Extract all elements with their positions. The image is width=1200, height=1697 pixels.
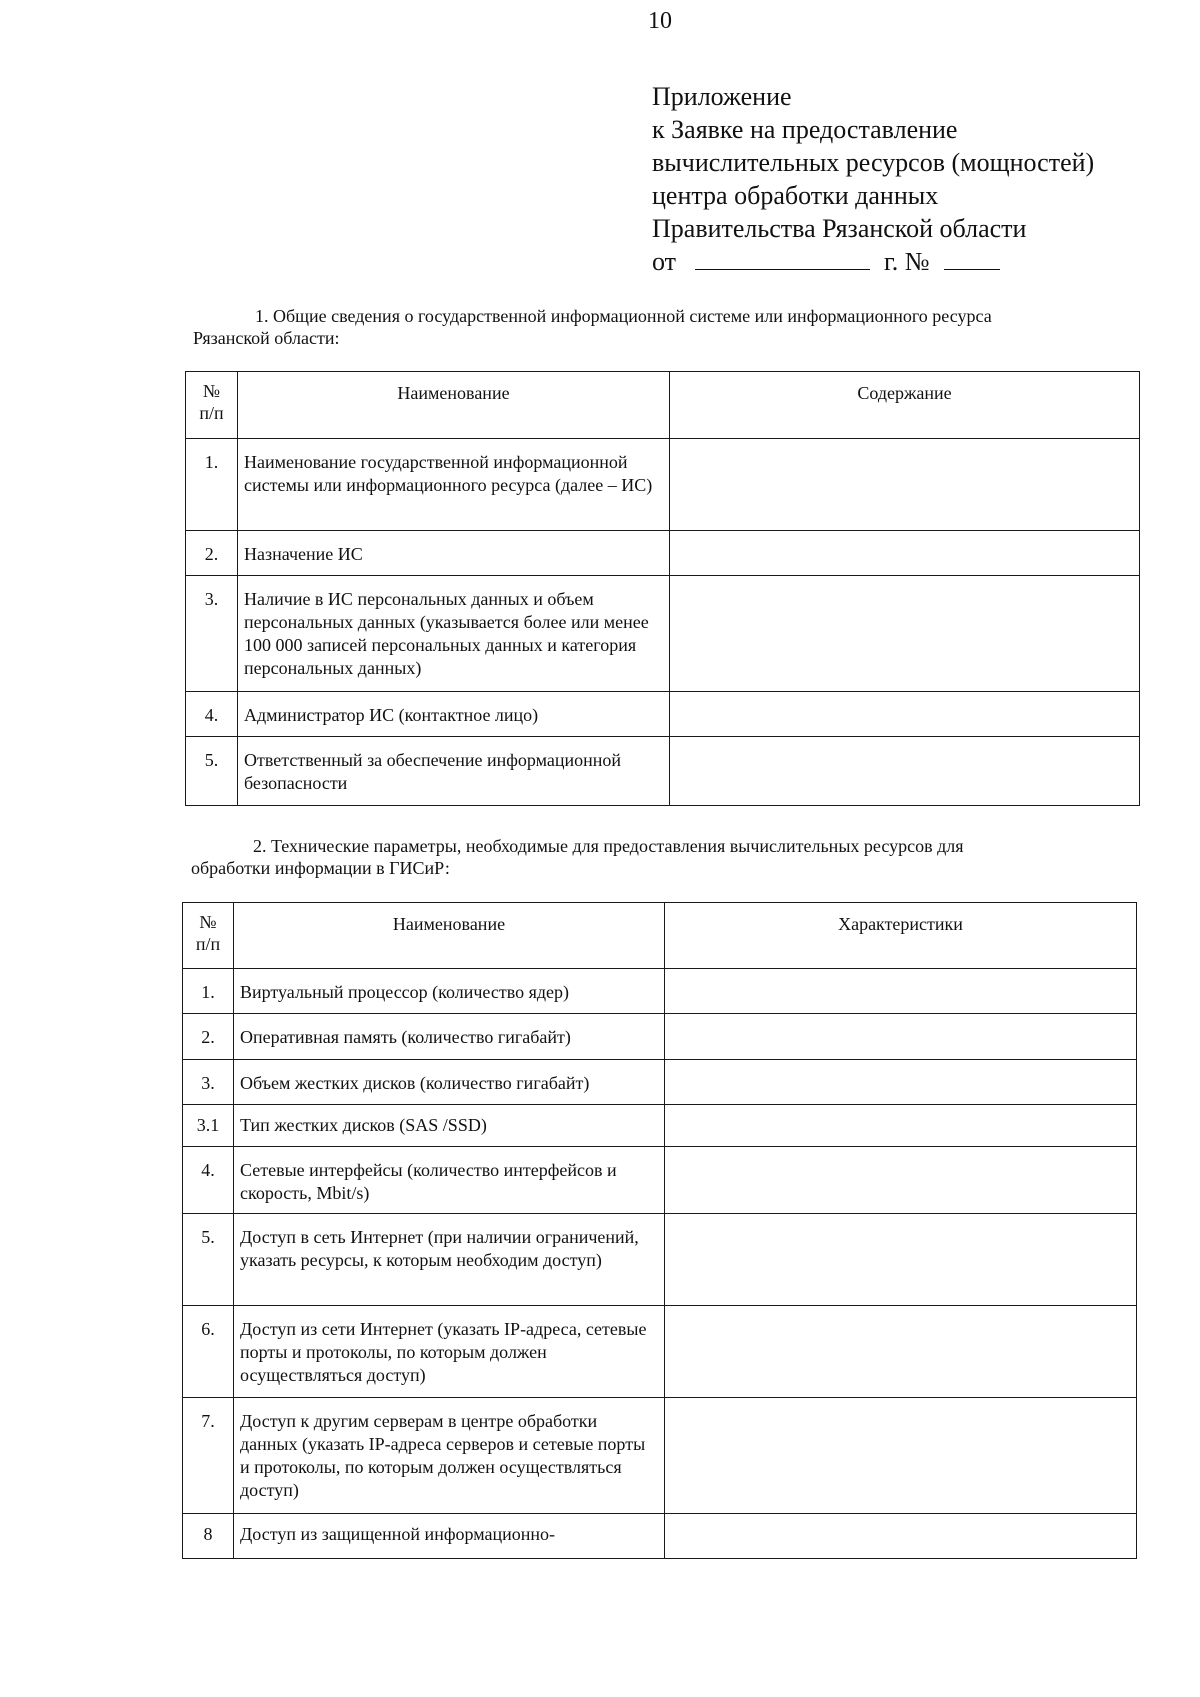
date-prefix: от xyxy=(652,247,677,276)
section2-heading-line2: обработки информации в ГИСиР: xyxy=(191,858,450,878)
appendix-line: Правительства Рязанской области xyxy=(652,214,1027,243)
table-row xyxy=(186,439,1140,531)
row-number: 5. xyxy=(183,1214,234,1306)
row-name: Объем жестких дисков (количество гигабайт) xyxy=(234,1060,665,1105)
table-row xyxy=(186,692,1140,737)
section1-heading-line2: Рязанской области: xyxy=(193,328,340,348)
row-name: Тип жестких дисков (SAS /SSD) xyxy=(234,1105,665,1147)
row-number: 2. xyxy=(186,531,238,576)
table-row xyxy=(183,1147,1137,1214)
appendix-line: центра обработки данных xyxy=(652,181,939,210)
table-row xyxy=(183,1398,1137,1514)
row-name: Виртуальный процессор (количество ядер) xyxy=(234,969,665,1014)
row-name: Наличие в ИС персональных данных и объем персональных данных (указывается более или менее 100 000 записей персональных данных и категория персональных данных) xyxy=(238,576,670,692)
number-blank[interactable] xyxy=(944,247,1000,270)
table-header-row xyxy=(186,372,1140,439)
table-row xyxy=(186,576,1140,692)
section1-heading-line1: 1. Общие сведения о государственной информационной системе или информационного ресурса xyxy=(255,306,992,326)
row-value-cell[interactable] xyxy=(670,737,1140,806)
row-number: 7. xyxy=(183,1398,234,1514)
row-name: Назначение ИС xyxy=(238,531,670,576)
date-blank[interactable] xyxy=(695,247,870,270)
row-value-cell[interactable] xyxy=(665,1214,1137,1306)
row-number: 6. xyxy=(183,1306,234,1398)
table-row xyxy=(183,1514,1137,1559)
row-number: 3.1 xyxy=(183,1105,234,1147)
page-number: 10 xyxy=(648,8,672,34)
section2-table xyxy=(182,902,1137,1559)
table-row xyxy=(183,1306,1137,1398)
row-name: Доступ из защищенной информационно- xyxy=(234,1514,665,1559)
appendix-header xyxy=(652,80,1094,278)
row-value-cell[interactable] xyxy=(665,1060,1137,1105)
column-header-name: Наименование xyxy=(234,903,665,969)
table-row xyxy=(183,1014,1137,1060)
row-name: Доступ в сеть Интернет (при наличии ограничений, указать ресурсы, к которым необходим доступ) xyxy=(234,1214,665,1306)
row-value-cell[interactable] xyxy=(665,1147,1137,1214)
table-row xyxy=(183,1060,1137,1105)
section2-heading-line1: 2. Технические параметры, необходимые для предоставления вычислительных ресурсов для xyxy=(253,836,964,856)
row-number: 2. xyxy=(183,1014,234,1060)
table-row xyxy=(186,531,1140,576)
row-name: Оперативная память (количество гигабайт) xyxy=(234,1014,665,1060)
row-value-cell[interactable] xyxy=(670,531,1140,576)
appendix-line: вычислительных ресурсов (мощностей) xyxy=(652,148,1095,177)
table-header-row xyxy=(183,903,1137,969)
row-number: 3. xyxy=(183,1060,234,1105)
row-name: Сетевые интерфейсы (количество интерфейсов и скорость, Mbit/s) xyxy=(234,1147,665,1214)
section1-heading xyxy=(193,305,1143,349)
section2-heading xyxy=(191,835,1141,879)
row-number: 3. xyxy=(186,576,238,692)
column-header-value: Характеристики xyxy=(665,903,1137,969)
table-row xyxy=(186,737,1140,806)
row-number: 4. xyxy=(183,1147,234,1214)
table-row xyxy=(183,969,1137,1014)
appendix-line: Приложение xyxy=(652,82,792,111)
row-name: Доступ из сети Интернет (указать IP-адреса, сетевые порты и протоколы, по которым должен осуществляться доступ) xyxy=(234,1306,665,1398)
number-prefix: г. № xyxy=(884,247,930,276)
row-value-cell[interactable] xyxy=(670,692,1140,737)
column-header-num: № п/п xyxy=(183,903,234,969)
table-row xyxy=(183,1214,1137,1306)
column-header-name: Наименование xyxy=(238,372,670,439)
row-number: 5. xyxy=(186,737,238,806)
row-value-cell[interactable] xyxy=(665,969,1137,1014)
table-row xyxy=(183,1105,1137,1147)
row-value-cell[interactable] xyxy=(665,1014,1137,1060)
row-number: 8 xyxy=(183,1514,234,1559)
row-number: 1. xyxy=(186,439,238,531)
row-value-cell[interactable] xyxy=(665,1306,1137,1398)
row-value-cell[interactable] xyxy=(670,439,1140,531)
row-value-cell[interactable] xyxy=(665,1398,1137,1514)
row-number: 1. xyxy=(183,969,234,1014)
row-name: Доступ к другим серверам в центре обработки данных (указать IP-адреса серверов и сетевые порты и протоколы, по которым должен осуществляться доступ) xyxy=(234,1398,665,1514)
row-name: Ответственный за обеспечение информационной безопасности xyxy=(238,737,670,806)
row-value-cell[interactable] xyxy=(665,1514,1137,1559)
appendix-line: к Заявке на предоставление xyxy=(652,115,958,144)
column-header-num: № п/п xyxy=(186,372,238,439)
section1-table xyxy=(185,371,1140,806)
appendix-date-line xyxy=(652,245,1094,278)
row-value-cell[interactable] xyxy=(670,576,1140,692)
row-name: Наименование государственной информационной системы или информационного ресурса (далее – ИС) xyxy=(238,439,670,531)
row-number: 4. xyxy=(186,692,238,737)
column-header-value: Содержание xyxy=(670,372,1140,439)
row-name: Администратор ИС (контактное лицо) xyxy=(238,692,670,737)
row-value-cell[interactable] xyxy=(665,1105,1137,1147)
